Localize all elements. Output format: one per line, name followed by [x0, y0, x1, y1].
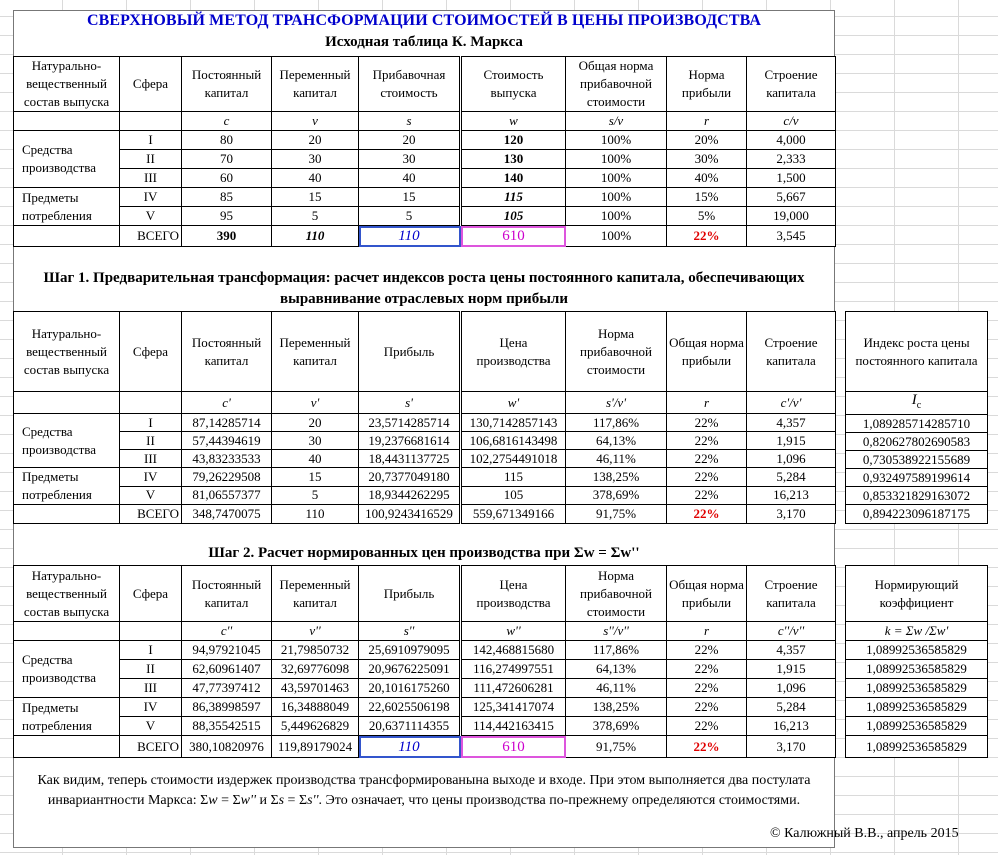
conclusion-part: и Σ [255, 793, 279, 808]
header-surplus-rate: Общая норма прибавочной стоимости [566, 57, 667, 112]
cell: 32,69776098 [272, 660, 359, 679]
header-profit: Прибыль [359, 312, 461, 392]
cell: 130 [461, 150, 566, 169]
cell: 70 [182, 150, 272, 169]
symbol-r: r [667, 392, 747, 414]
cell: 43,59701463 [272, 679, 359, 698]
total-blank [14, 226, 120, 247]
cell: 22% [667, 660, 747, 679]
coef-cell: 1,08992536585829 [846, 641, 988, 660]
cell: 140 [461, 169, 566, 188]
total-surplus-highlight: 110 [359, 226, 461, 247]
cell: 22% [667, 468, 747, 487]
cell: 40 [272, 169, 359, 188]
cell: 20 [272, 414, 359, 432]
coef-cell: 1,08992536585829 [846, 717, 988, 736]
total-profit-rate: 22% [667, 736, 747, 758]
cell: 5 [272, 486, 359, 505]
header-surplus-rate: Норма прибавочной стоимости [566, 566, 667, 622]
cell: 64,13% [566, 660, 667, 679]
symbol-w: w [461, 112, 566, 131]
symbol-blank [14, 392, 120, 414]
header-production-price: Цена производства [461, 566, 566, 622]
cell: 22% [667, 698, 747, 717]
conclusion-line2 [20, 791, 828, 811]
cell: 138,25% [566, 468, 667, 487]
header-capital-structure: Строение капитала [747, 57, 836, 112]
symbol-s: s [359, 112, 461, 131]
step2-table [13, 565, 836, 758]
cell: 20,6371114355 [359, 717, 461, 736]
header-constant-capital: Постоянный капитал [182, 566, 272, 622]
cell: 1,096 [747, 679, 836, 698]
symbol-i: I [911, 392, 917, 408]
total-profit-rate: 22% [667, 226, 747, 247]
conclusion-text [20, 771, 828, 811]
cell: 1,915 [747, 432, 836, 450]
index-cell: 0,894223096187175 [846, 505, 988, 524]
cell: 21,79850732 [272, 641, 359, 660]
cell: 40 [359, 169, 461, 188]
total-cell: 91,75% [566, 505, 667, 524]
cell: I [120, 414, 182, 432]
cell: 22% [667, 450, 747, 468]
group-means-of-production: Средства производства [14, 131, 120, 188]
cell: 5 [272, 207, 359, 226]
header-composition: Натурально-вещественный состав выпуска [14, 57, 120, 112]
main-title: СВЕРХНОВЫЙ МЕТОД ТРАНСФОРМАЦИИ СТОИМОСТЕЙ В ЦЕНЫ ПРОИЗВОДСТВА [86, 12, 762, 29]
cell: 115 [461, 468, 566, 487]
header-surplus-value: Прибавочная стоимость [359, 57, 461, 112]
index-cell: 0,820627802690583 [846, 433, 988, 451]
group-consumer-goods: Предметы потребления [14, 468, 120, 505]
symbol-sub-c: c [916, 400, 922, 411]
cell: 22% [667, 486, 747, 505]
symbol-blank [14, 622, 120, 641]
header-capital-structure: Строение капитала [747, 566, 836, 622]
header-sphere: Сфера [120, 312, 182, 392]
cell: 19,2376681614 [359, 432, 461, 450]
total-label: ВСЕГО [120, 226, 182, 247]
cell: 18,4431137725 [359, 450, 461, 468]
cell: 100% [566, 150, 667, 169]
cell: 15% [667, 188, 747, 207]
symbol-blank [120, 392, 182, 414]
cell: 100% [566, 207, 667, 226]
index-cell: 0,932497589199614 [846, 469, 988, 487]
cell: 20 [359, 131, 461, 150]
step2-title: Шаг 2. Расчет нормированных цен производства при Σw = Σw'' [208, 545, 640, 561]
step1-index-table [845, 311, 988, 524]
cell: 114,442163415 [461, 717, 566, 736]
conclusion-symbol: s [278, 793, 285, 808]
step1-title-line1: Шаг 1. Предварительная трансформация: расчет индексов роста цены постоянного капитала, обеспечивающих [43, 270, 805, 286]
cell: 22% [667, 679, 747, 698]
cell: 40% [667, 169, 747, 188]
cell: 1,915 [747, 660, 836, 679]
header-profit-rate: Норма прибыли [667, 57, 747, 112]
cell: 15 [359, 188, 461, 207]
total-cell: 559,671349166 [461, 505, 566, 524]
total-cell: 110 [272, 226, 359, 247]
header-sphere: Сфера [120, 566, 182, 622]
symbol-w-prime: w' [461, 392, 566, 414]
symbol-s-dprime: s'' [359, 622, 461, 641]
conclusion-line1: Как видим, теперь стоимости издержек производства трансформированына выходе и входе. При этом выполняется два постулата [37, 773, 811, 788]
header-composition: Натурально-вещественный состав выпуска [14, 566, 120, 622]
cell: 1,096 [747, 450, 836, 468]
conclusion-symbol: s'' [307, 793, 319, 808]
total-cell: 390 [182, 226, 272, 247]
source-table [13, 56, 836, 247]
symbol-s-prime: s' [359, 392, 461, 414]
total-cell: 100,9243416529 [359, 505, 461, 524]
cell: 100% [566, 188, 667, 207]
cell: 30 [272, 150, 359, 169]
cell: I [120, 131, 182, 150]
total-value-highlight: 610 [461, 226, 566, 247]
coef-cell: 1,08992536585829 [846, 736, 988, 758]
symbol-blank [120, 622, 182, 641]
cell: 125,341417074 [461, 698, 566, 717]
cell: 30 [359, 150, 461, 169]
cell: 87,14285714 [182, 414, 272, 432]
cell: 46,11% [566, 450, 667, 468]
symbol-s-v-dprime: s''/v'' [566, 622, 667, 641]
symbol-s-v: s/v [566, 112, 667, 131]
header-capital-structure: Строение капитала [747, 312, 836, 392]
symbol-w-dprime: w'' [461, 622, 566, 641]
group-consumer-goods: Предметы потребления [14, 188, 120, 226]
cell: 5,449626829 [272, 717, 359, 736]
header-normalizing-coefficient: Нормирующий коэффициент [846, 566, 988, 622]
symbol-k: k = Σw /Σw' [846, 622, 988, 641]
step1-table [13, 311, 836, 524]
total-profit-rate: 22% [667, 505, 747, 524]
symbol-c-v: c/v [747, 112, 836, 131]
cell: 20,7377049180 [359, 468, 461, 487]
conclusion-part: = Σ [217, 793, 241, 808]
symbol-blank [14, 112, 120, 131]
cell: 25,6910979095 [359, 641, 461, 660]
cell: 40 [272, 450, 359, 468]
total-blank [14, 736, 120, 758]
cell: 80 [182, 131, 272, 150]
coef-cell: 1,08992536585829 [846, 679, 988, 698]
cell: 105 [461, 486, 566, 505]
cell: 115 [461, 188, 566, 207]
conclusion-part: инвариантности Маркса: Σ [47, 793, 209, 808]
total-cell: 91,75% [566, 736, 667, 758]
cell: 60 [182, 169, 272, 188]
cell: 16,213 [747, 717, 836, 736]
cell: II [120, 150, 182, 169]
cell: 62,60961407 [182, 660, 272, 679]
cell: 22% [667, 414, 747, 432]
cell: 106,6816143498 [461, 432, 566, 450]
cell: 378,69% [566, 486, 667, 505]
total-cell: 3,170 [747, 736, 836, 758]
cell: 138,25% [566, 698, 667, 717]
total-profit-highlight: 110 [359, 736, 461, 758]
cell: 86,38998597 [182, 698, 272, 717]
index-cell: 1,089285714285710 [846, 415, 988, 433]
cell: 57,44394619 [182, 432, 272, 450]
cell: 111,472606281 [461, 679, 566, 698]
cell: 16,213 [747, 486, 836, 505]
cell: 2,333 [747, 150, 836, 169]
cell: 116,274997551 [461, 660, 566, 679]
symbol-blank [120, 112, 182, 131]
total-blank [14, 505, 120, 524]
cell: 1,500 [747, 169, 836, 188]
symbol-v-dprime: v'' [272, 622, 359, 641]
cell: 120 [461, 131, 566, 150]
cell: II [120, 432, 182, 450]
conclusion-symbol: w'' [240, 793, 256, 808]
cell: 88,35542515 [182, 717, 272, 736]
conclusion-part: = Σ [284, 793, 308, 808]
total-cell: 119,89179024 [272, 736, 359, 758]
header-output-value: Стоимость выпуска [461, 57, 566, 112]
header-constant-capital: Постоянный капитал [182, 312, 272, 392]
total-cell: 380,10820976 [182, 736, 272, 758]
total-cell: 3,170 [747, 505, 836, 524]
subtitle: Исходная таблица К. Маркса [325, 34, 523, 50]
total-label: ВСЕГО [120, 505, 182, 524]
cell: 22% [667, 432, 747, 450]
cell: 64,13% [566, 432, 667, 450]
header-profit: Прибыль [359, 566, 461, 622]
cell: 5 [359, 207, 461, 226]
symbol-r: r [667, 112, 747, 131]
cell: 102,2754491018 [461, 450, 566, 468]
cell: 100% [566, 131, 667, 150]
cell: 5,284 [747, 468, 836, 487]
group-means-of-production: Средства производства [14, 641, 120, 698]
cell: 79,26229508 [182, 468, 272, 487]
header-general-profit-rate: Общая норма прибыли [667, 312, 747, 392]
total-cell: 110 [272, 505, 359, 524]
index-cell: 0,853321829163072 [846, 487, 988, 505]
cell: 18,9344262295 [359, 486, 461, 505]
cell: 22% [667, 641, 747, 660]
header-production-price: Цена производства [461, 312, 566, 392]
cell: 30% [667, 150, 747, 169]
header-variable-capital: Переменный капитал [272, 566, 359, 622]
header-variable-capital: Переменный капитал [272, 312, 359, 392]
cell: 22,6025506198 [359, 698, 461, 717]
symbol-c-v-dprime: c''/v'' [747, 622, 836, 641]
cell: III [120, 679, 182, 698]
cell: 19,000 [747, 207, 836, 226]
symbol-r: r [667, 622, 747, 641]
symbol-ic [846, 392, 988, 415]
cell: 94,97921045 [182, 641, 272, 660]
cell: 105 [461, 207, 566, 226]
total-cell: 3,545 [747, 226, 836, 247]
header-capital-price-index: Индекс роста цены постоянного капитала [846, 312, 988, 392]
cell: V [120, 486, 182, 505]
cell: V [120, 717, 182, 736]
cell: 85 [182, 188, 272, 207]
symbol-c: c [182, 112, 272, 131]
cell: 47,77397412 [182, 679, 272, 698]
group-means-of-production: Средства производства [14, 414, 120, 468]
symbol-c-dprime: c'' [182, 622, 272, 641]
cell: 16,34888049 [272, 698, 359, 717]
cell: 4,357 [747, 641, 836, 660]
cell: 5% [667, 207, 747, 226]
cell: 20% [667, 131, 747, 150]
cell: 4,357 [747, 414, 836, 432]
cell: 20,9676225091 [359, 660, 461, 679]
symbol-v: v [272, 112, 359, 131]
cell: III [120, 169, 182, 188]
cell: 15 [272, 188, 359, 207]
cell: 43,83233533 [182, 450, 272, 468]
cell: 23,5714285714 [359, 414, 461, 432]
cell: 46,11% [566, 679, 667, 698]
header-surplus-rate: Норма прибавочной стоимости [566, 312, 667, 392]
cell: 95 [182, 207, 272, 226]
cell: 378,69% [566, 717, 667, 736]
header-variable-capital: Переменный капитал [272, 57, 359, 112]
total-cell: 348,7470075 [182, 505, 272, 524]
cell: 117,86% [566, 414, 667, 432]
cell: 20 [272, 131, 359, 150]
step1-title-line2: выравнивание отраслевых норм прибыли [280, 291, 568, 307]
total-cell: 100% [566, 226, 667, 247]
header-sphere: Сфера [120, 57, 182, 112]
cell: 30 [272, 432, 359, 450]
total-label: ВСЕГО [120, 736, 182, 758]
cell: 117,86% [566, 641, 667, 660]
symbol-v-prime: v' [272, 392, 359, 414]
cell: IV [120, 468, 182, 487]
coef-cell: 1,08992536585829 [846, 698, 988, 717]
cell: V [120, 207, 182, 226]
copyright: © Калюжный В.В., апрель 2015 [770, 826, 959, 841]
coef-cell: 1,08992536585829 [846, 660, 988, 679]
cell: 130,7142857143 [461, 414, 566, 432]
symbol-s-v-prime: s'/v' [566, 392, 667, 414]
group-consumer-goods: Предметы потребления [14, 698, 120, 736]
cell: 100% [566, 169, 667, 188]
cell: 22% [667, 717, 747, 736]
total-price-highlight: 610 [461, 736, 566, 758]
cell: IV [120, 698, 182, 717]
conclusion-symbol: w [208, 793, 218, 808]
index-cell: 0,730538922155689 [846, 451, 988, 469]
cell: 142,468815680 [461, 641, 566, 660]
cell: I [120, 641, 182, 660]
symbol-c-v-prime: c'/v' [747, 392, 836, 414]
cell: 20,1016175260 [359, 679, 461, 698]
step2-coefficient-table [845, 565, 988, 758]
conclusion-part: . Это означает, что цены производства по-прежнему определяются стоимостями. [318, 793, 801, 808]
cell: II [120, 660, 182, 679]
cell: 15 [272, 468, 359, 487]
cell: 5,284 [747, 698, 836, 717]
cell: IV [120, 188, 182, 207]
cell: 4,000 [747, 131, 836, 150]
header-general-profit-rate: Общая норма прибыли [667, 566, 747, 622]
symbol-c-prime: c' [182, 392, 272, 414]
header-constant-capital: Постоянный капитал [182, 57, 272, 112]
cell: 81,06557377 [182, 486, 272, 505]
cell: III [120, 450, 182, 468]
header-composition: Натурально-вещественный состав выпуска [14, 312, 120, 392]
cell: 5,667 [747, 188, 836, 207]
